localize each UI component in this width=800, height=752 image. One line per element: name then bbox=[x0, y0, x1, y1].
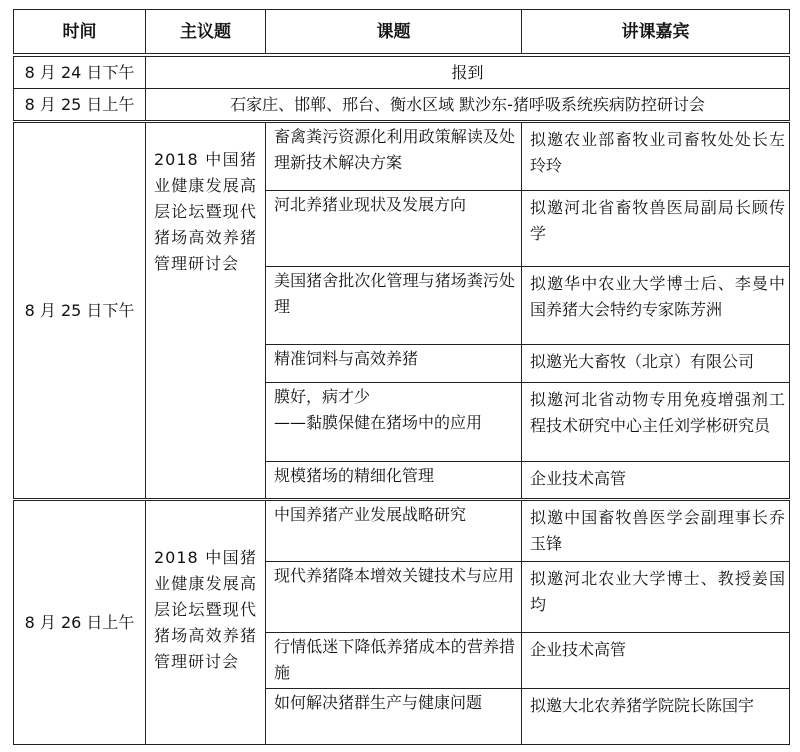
speaker-cell: 企业技术高管 bbox=[522, 633, 790, 689]
time-cell: 8 月 24 日下午 bbox=[14, 55, 146, 89]
speaker-cell: 拟邀河北省畜牧兽医局副局长顾传学 bbox=[522, 191, 790, 267]
morning-seminar-cell: 石家庄、邯郸、邢台、衡水区域 默沙东-猪呼吸系统疾病防控研讨会 bbox=[146, 89, 790, 122]
header-topic: 课题 bbox=[266, 10, 522, 56]
header-speaker: 讲课嘉宾 bbox=[522, 10, 790, 56]
header-time: 时间 bbox=[14, 10, 146, 56]
table-row bbox=[14, 500, 790, 562]
table-row bbox=[14, 122, 790, 191]
speaker-cell: 拟邀河北农业大学博士、教授姜国均 bbox=[522, 562, 790, 633]
header-row bbox=[14, 10, 790, 56]
topic-cell: 中国养猪产业发展战略研究 bbox=[266, 500, 522, 562]
registration-cell: 报到 bbox=[146, 55, 790, 89]
speaker-cell: 企业技术高管 bbox=[522, 462, 790, 500]
theme-cell: 2018 中国猪业健康发展高层论坛暨现代猪场高效养猪管理研讨会 bbox=[146, 500, 266, 745]
topic-cell: 精准饲料与高效养猪 bbox=[266, 345, 522, 383]
topic-cell bbox=[266, 383, 522, 462]
topic-cell: 美国猪舍批次化管理与猪场粪污处理 bbox=[266, 267, 522, 345]
topic-cell: 现代养猪降本增效关键技术与应用 bbox=[266, 562, 522, 633]
speaker-cell: 拟邀农业部畜牧业司畜牧处处长左玲玲 bbox=[522, 122, 790, 191]
topic-title: 膜好，病才少 bbox=[274, 387, 371, 406]
schedule-table bbox=[13, 9, 790, 745]
speaker-cell: 拟邀河北省动物专用免疫增强剂工程技术研究中心主任刘学彬研究员 bbox=[522, 383, 790, 462]
topic-cell: 行情低迷下降低养猪成本的营养措施 bbox=[266, 633, 522, 689]
header-theme: 主议题 bbox=[146, 10, 266, 56]
time-cell: 8 月 25 日上午 bbox=[14, 89, 146, 122]
time-cell: 8 月 26 日上午 bbox=[14, 500, 146, 745]
speaker-cell: 拟邀光大畜牧（北京）有限公司 bbox=[522, 345, 790, 383]
theme-cell: 2018 中国猪业健康发展高层论坛暨现代猪场高效养猪管理研讨会 bbox=[146, 122, 266, 500]
speaker-cell: 拟邀中国畜牧兽医学会副理事长乔玉锋 bbox=[522, 500, 790, 562]
time-cell: 8 月 25 日下午 bbox=[14, 122, 146, 500]
topic-cell: 河北养猪业现状及发展方向 bbox=[266, 191, 522, 267]
topic-cell: 如何解决猪群生产与健康问题 bbox=[266, 689, 522, 745]
table-row bbox=[14, 55, 790, 89]
table-row bbox=[14, 89, 790, 122]
speaker-cell: 拟邀大北农养猪学院院长陈国宇 bbox=[522, 689, 790, 745]
topic-subtitle: ——黏膜保健在猪场中的应用 bbox=[274, 413, 483, 432]
topic-cell: 规模猪场的精细化管理 bbox=[266, 462, 522, 500]
speaker-cell: 拟邀华中农业大学博士后、李曼中国养猪大会特约专家陈芳洲 bbox=[522, 267, 790, 345]
topic-cell: 畜禽粪污资源化利用政策解读及处理新技术解决方案 bbox=[266, 122, 522, 191]
